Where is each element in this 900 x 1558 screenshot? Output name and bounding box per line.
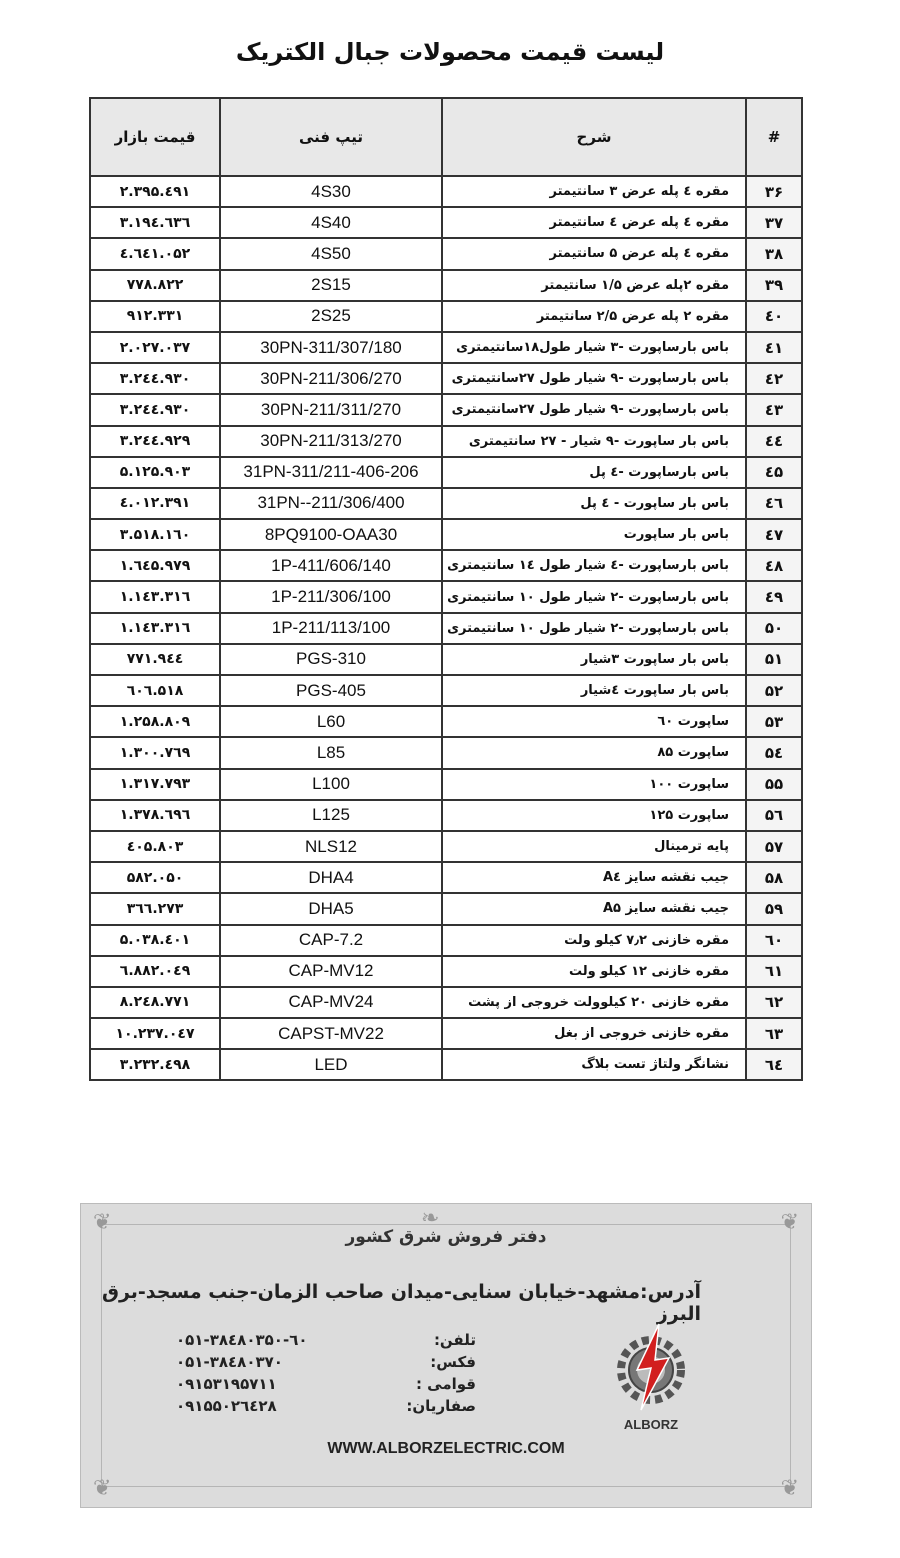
table-row: [90, 706, 802, 737]
table-row: [90, 457, 802, 488]
contact-row: [176, 1331, 476, 1353]
table-row: [90, 363, 802, 394]
contact-row: [176, 1397, 476, 1419]
contact-value: ۰۵۱-۳۸٤۸۰۳۷۰: [176, 1353, 283, 1371]
cell-desc: مقره خازنی ۱۲ کیلو ولت: [442, 956, 746, 987]
cell-type: PGS-405: [220, 675, 442, 706]
cell-price: ۱.۳۷۸.٦۹٦: [90, 800, 220, 831]
cell-num: ۵٤: [746, 737, 802, 768]
cell-num: ۵۵: [746, 769, 802, 800]
cell-price: ۸.۲٤۸.۷۷۱: [90, 987, 220, 1018]
cell-num: ۵۸: [746, 862, 802, 893]
cell-desc: باس بار ساپورت -۹ شیار - ۲۷ سانتیمتری: [442, 426, 746, 457]
lightning-bolt-icon: [637, 1324, 669, 1410]
cell-type: 31PN--211/306/400: [220, 488, 442, 519]
cell-num: ٤۹: [746, 581, 802, 612]
cell-price: ۳.۵۱۸.۱٦۰: [90, 519, 220, 550]
cell-desc: مقره ٤ پله عرض ۳ سانتیمتر: [442, 176, 746, 207]
corner-ornament-icon: ❦: [93, 1210, 112, 1235]
cell-type: 4S30: [220, 176, 442, 207]
contact-card: [80, 1203, 812, 1508]
cell-type: NLS12: [220, 831, 442, 862]
contact-row: [176, 1375, 476, 1397]
cell-desc: پایه ترمینال: [442, 831, 746, 862]
table-row: [90, 238, 802, 269]
contact-list: [176, 1331, 476, 1419]
cell-desc: مقره خازنی ۲۰ کیلوولت خروجی از پشت: [442, 987, 746, 1018]
cell-num: ۵۲: [746, 675, 802, 706]
cell-num: ٤۷: [746, 519, 802, 550]
cell-desc: مقره خازنی ۷٫۲ کیلو ولت: [442, 925, 746, 956]
cell-type: 2S25: [220, 301, 442, 332]
cell-num: ٤۳: [746, 394, 802, 425]
header-type: تیپ فنی: [220, 98, 442, 176]
website-link[interactable]: WWW.ALBORZELECTRIC.COM: [327, 1440, 565, 1457]
contact-value: ۰۹۱۵۵۰۲٦٤۲۸: [176, 1397, 277, 1415]
table-body: [90, 176, 802, 1080]
cell-price: ۵۸۲.۰۵۰: [90, 862, 220, 893]
cell-desc: ساپورت ۱۲۵: [442, 800, 746, 831]
cell-num: ٤٦: [746, 488, 802, 519]
contact-label: تلفن:: [433, 1331, 476, 1349]
corner-ornament-icon: ❦: [93, 1476, 112, 1501]
table-row: [90, 519, 802, 550]
cell-desc: مقره ٤ پله عرض ۵ سانتیمتر: [442, 238, 746, 269]
cell-type: CAP-7.2: [220, 925, 442, 956]
cell-type: 4S40: [220, 207, 442, 238]
cell-type: L125: [220, 800, 442, 831]
cell-desc: ساپورت ۱۰۰: [442, 769, 746, 800]
cell-num: ٦۳: [746, 1018, 802, 1049]
cell-price: ۷۷۸.۸۲۲: [90, 270, 220, 301]
cell-num: ۳۸: [746, 238, 802, 269]
cell-desc: باس بارساپورت -۳ شیار طول۱۸سانتیمتری: [442, 332, 746, 363]
cell-type: DHA5: [220, 893, 442, 924]
cell-num: ٤۵: [746, 457, 802, 488]
cell-desc: باس بارساپورت -۹ شیار طول ۲۷سانتیمتری: [442, 363, 746, 394]
cell-type: 1P-211/306/100: [220, 581, 442, 612]
table-row: [90, 550, 802, 581]
table-row: [90, 956, 802, 987]
table-row: [90, 675, 802, 706]
cell-price: ۲.۰۲۷.۰۳۷: [90, 332, 220, 363]
contact-label: قوامی :: [415, 1375, 476, 1393]
cell-num: ۳۹: [746, 270, 802, 301]
cell-price: ۷۷۱.۹٤٤: [90, 644, 220, 675]
cell-num: ۳۷: [746, 207, 802, 238]
cell-type: 30PN-211/311/270: [220, 394, 442, 425]
cell-type: DHA4: [220, 862, 442, 893]
cell-type: 8PQ9100-OAA30: [220, 519, 442, 550]
cell-price: ٤.٦٤۱.۰۵۲: [90, 238, 220, 269]
cell-type: 4S50: [220, 238, 442, 269]
price-table: [89, 97, 803, 1081]
contact-row: [176, 1353, 476, 1375]
cell-desc: باس بارساپورت -۲ شیار طول ۱۰ سانتیمتری: [442, 613, 746, 644]
cell-desc: نشانگر ولتاژ تست بلاگ: [442, 1049, 746, 1080]
cell-type: 1P-411/606/140: [220, 550, 442, 581]
alborz-logo-icon: [611, 1322, 691, 1412]
table-row: [90, 176, 802, 207]
cell-type: 2S15: [220, 270, 442, 301]
cell-type: 30PN-211/313/270: [220, 426, 442, 457]
cell-desc: باس بار ساپورت: [442, 519, 746, 550]
cell-price: ۳٦٦.۲۷۳: [90, 893, 220, 924]
cell-desc: باس بارساپورت -٤ شیار طول ۱٤ سانتیمتری: [442, 550, 746, 581]
table-row: [90, 987, 802, 1018]
cell-type: CAP-MV12: [220, 956, 442, 987]
cell-price: ۲.۳۹۵.٤۹۱: [90, 176, 220, 207]
table-row: [90, 831, 802, 862]
cell-desc: مقره ۲پله عرض ۱/۵ سانتیمتر: [442, 270, 746, 301]
cell-num: ٦۰: [746, 925, 802, 956]
table-row: [90, 426, 802, 457]
cell-num: ٤٤: [746, 426, 802, 457]
cell-num: ٤۸: [746, 550, 802, 581]
cell-price: ٦.۸۸۲.۰٤۹: [90, 956, 220, 987]
cell-num: ٦٤: [746, 1049, 802, 1080]
corner-ornament-icon: ❦: [780, 1476, 799, 1501]
table-row: [90, 270, 802, 301]
cell-desc: جیب نقشه سایز A۵: [442, 893, 746, 924]
cell-type: L85: [220, 737, 442, 768]
cell-desc: ساپورت ۸۵: [442, 737, 746, 768]
cell-desc: باس بار ساپورت ۳شیار: [442, 644, 746, 675]
contact-value: ۰۹۱۵۳۱۹۵۷۱۱: [176, 1375, 277, 1393]
cell-price: ۳.۲٤٤.۹۲۹: [90, 426, 220, 457]
cell-price: ۵.۱۲۵.۹۰۳: [90, 457, 220, 488]
header-price: قیمت بازار: [90, 98, 220, 176]
cell-num: ۵۷: [746, 831, 802, 862]
cell-price: ۳.۲۳۲.٤۹۸: [90, 1049, 220, 1080]
table-row: [90, 769, 802, 800]
cell-num: ۵۳: [746, 706, 802, 737]
cell-num: ٤۰: [746, 301, 802, 332]
cell-price: ۹۱۲.۳۳۱: [90, 301, 220, 332]
cell-price: ٤۰۵.۸۰۳: [90, 831, 220, 862]
table-row: [90, 207, 802, 238]
cell-num: ۳۶: [746, 176, 802, 207]
table-row: [90, 862, 802, 893]
cell-type: L60: [220, 706, 442, 737]
office-title: دفتر فروش شرق کشور: [345, 1227, 547, 1247]
contact-label: فکس:: [430, 1353, 476, 1371]
price-table-container: [89, 97, 801, 1135]
cell-num: ٦۱: [746, 956, 802, 987]
cell-num: ٤۲: [746, 363, 802, 394]
cell-price: ۳.۱۹٤.٦۳٦: [90, 207, 220, 238]
cell-num: ۵۹: [746, 893, 802, 924]
header-num: #: [746, 98, 802, 176]
cell-desc: باس بارساپورت -۹ شیار طول ۲۷سانتیمتری: [442, 394, 746, 425]
table-header-row: [90, 98, 802, 176]
cell-type: LED: [220, 1049, 442, 1080]
cell-price: ۱.۳۰۰.۷٦۹: [90, 737, 220, 768]
corner-ornament-icon: ❦: [780, 1210, 799, 1235]
cell-num: ٤۱: [746, 332, 802, 363]
cell-price: ۱.۳۱۷.۷۹۳: [90, 769, 220, 800]
cell-desc: مقره ۲ پله عرض ۲/۵ سانتیمتر: [442, 301, 746, 332]
cell-price: ۳.۲٤٤.۹۳۰: [90, 394, 220, 425]
cell-price: ۱.۱٤۳.۳۱٦: [90, 613, 220, 644]
cell-desc: باس بار ساپورت ٤شیار: [442, 675, 746, 706]
cell-type: CAPST-MV22: [220, 1018, 442, 1049]
cell-num: ۵٦: [746, 800, 802, 831]
table-row: [90, 394, 802, 425]
cell-type: PGS-310: [220, 644, 442, 675]
cell-price: ۵.۰۳۸.٤۰۱: [90, 925, 220, 956]
table-row: [90, 301, 802, 332]
table-row: [90, 644, 802, 675]
table-row: [90, 332, 802, 363]
logo-text: ALBORZ: [623, 1417, 679, 1432]
cell-type: 1P-211/113/100: [220, 613, 442, 644]
contact-label: صفاریان:: [406, 1397, 476, 1415]
cell-type: L100: [220, 769, 442, 800]
cell-price: ٤.۰۱۲.۳۹۱: [90, 488, 220, 519]
address: آدرس:مشهد-خیابان سنایی-میدان صاحب الزمان-جنب مسجد-برق البرز: [101, 1281, 701, 1325]
cell-type: 30PN-211/306/270: [220, 363, 442, 394]
table-row: [90, 488, 802, 519]
cell-type: 30PN-311/307/180: [220, 332, 442, 363]
cell-desc: باس بار ساپورت - ٤ پل: [442, 488, 746, 519]
cell-desc: مقره ٤ پله عرض ٤ سانتیمتر: [442, 207, 746, 238]
cell-num: ٦۲: [746, 987, 802, 1018]
cell-num: ۵۱: [746, 644, 802, 675]
table-row: [90, 1049, 802, 1080]
header-desc: شرح: [442, 98, 746, 176]
table-row: [90, 737, 802, 768]
table-row: [90, 925, 802, 956]
table-row: [90, 613, 802, 644]
cell-price: ۱.۲۵۸.۸۰۹: [90, 706, 220, 737]
table-row: [90, 1018, 802, 1049]
cell-type: CAP-MV24: [220, 987, 442, 1018]
contact-value: ۰۵۱-۳۸٤۸۰۳۵۰-٦۰: [176, 1331, 308, 1349]
table-row: [90, 581, 802, 612]
cell-desc: باس بارساپورت -٤ پل: [442, 457, 746, 488]
table-row: [90, 800, 802, 831]
cell-price: ۱۰.۲۳۷.۰٤۷: [90, 1018, 220, 1049]
page-title: لیست قیمت محصولات جبال الکتریک: [235, 38, 665, 66]
cell-desc: جیب نقشه سایز A٤: [442, 862, 746, 893]
cell-desc: ساپورت ٦۰: [442, 706, 746, 737]
cell-desc: باس بارساپورت -۲ شیار طول ۱۰ سانتیمتری: [442, 581, 746, 612]
top-ornament-icon: ❧: [421, 1206, 440, 1231]
cell-type: 31PN-311/211-406-206: [220, 457, 442, 488]
cell-price: ۳.۲٤٤.۹۳۰: [90, 363, 220, 394]
cell-num: ۵۰: [746, 613, 802, 644]
cell-price: ۱.٦٤۵.۹۷۹: [90, 550, 220, 581]
cell-price: ٦۰٦.۵۱۸: [90, 675, 220, 706]
cell-desc: مقره خازنی خروجی از بغل: [442, 1018, 746, 1049]
table-row: [90, 893, 802, 924]
cell-price: ۱.۱٤۳.۳۱٦: [90, 581, 220, 612]
